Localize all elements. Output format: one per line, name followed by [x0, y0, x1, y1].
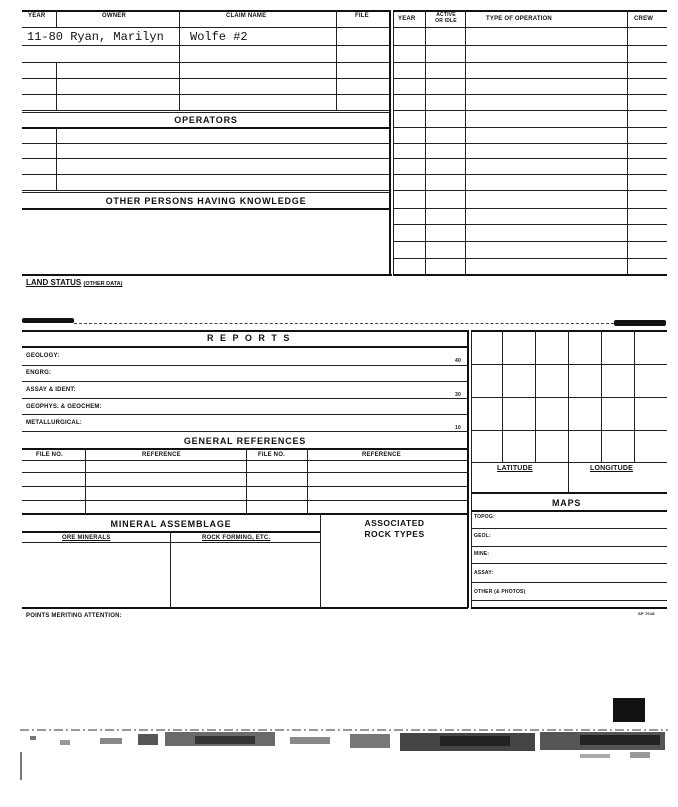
col-header-type-of-operation: TYPE OF OPERATION: [486, 16, 552, 22]
col-header-claim-name: CLAIM NAME: [226, 13, 267, 19]
ref-header-file-no-2: FILE NO.: [258, 452, 285, 458]
scan-noise-band: [20, 722, 668, 782]
latitude-label: LATITUDE: [497, 465, 533, 472]
col-header-crew: CREW: [634, 16, 654, 22]
general-references-heading: GENERAL REFERENCES: [183, 436, 307, 446]
smudge-right: [614, 320, 666, 326]
reports-heading: R E P O R T S: [207, 333, 292, 343]
col-header-owner: OWNER: [102, 13, 126, 19]
col-header-year: YEAR: [28, 13, 46, 19]
ore-minerals-heading: ORE MINERALS: [62, 535, 111, 541]
maps-topog: TOPOG:: [474, 514, 495, 520]
report-metallurgical-num: 10: [455, 425, 461, 431]
maps-geol: GEOL:: [474, 533, 491, 539]
report-metallurgical: METALLURGICAL:: [26, 420, 83, 426]
rock-forming-heading: ROCK FORMING, ETC.: [202, 535, 271, 541]
maps-heading: MAPS: [552, 498, 582, 508]
land-status-heading: LAND STATUS (OTHER DATA): [26, 278, 123, 287]
form-code: SP 7018: [638, 611, 655, 616]
points-meriting-attention: POINTS MERITING ATTENTION:: [26, 613, 122, 619]
report-geophys: GEOPHYS. & GEOCHEM:: [26, 404, 102, 410]
maps-mine: MINE:: [474, 551, 490, 557]
col-header-year-right: YEAR: [398, 16, 416, 22]
claim-name-entry: Wolfe #2: [190, 30, 248, 44]
report-geology: GEOLOGY:: [26, 353, 60, 359]
longitude-label: LONGITUDE: [590, 465, 634, 472]
report-engrg: ENGRG:: [26, 370, 52, 376]
report-assay: ASSAY & IDENT:: [26, 387, 76, 393]
mineral-assemblage-heading: MINERAL ASSEMBLAGE: [110, 519, 232, 529]
other-persons-heading: OTHER PERSONS HAVING KNOWLEDGE: [105, 196, 307, 206]
ref-header-reference-1: REFERENCE: [142, 452, 181, 458]
report-geology-num: 40: [455, 358, 461, 364]
ref-header-file-no-1: FILE NO.: [36, 452, 63, 458]
operators-heading: OPERATORS: [174, 115, 238, 125]
ref-header-reference-2: REFERENCE: [362, 452, 401, 458]
maps-other-photos: OTHER (& PHOTOS): [474, 589, 526, 595]
smudge-left: [22, 318, 74, 323]
scan-artifact-block: [613, 698, 645, 722]
maps-assay: ASSAY:: [474, 570, 494, 576]
report-assay-num: 30: [455, 392, 461, 398]
owner-entry: 11-80 Ryan, Marilyn: [27, 30, 164, 44]
col-header-file: FILE: [355, 13, 369, 19]
col-header-active-idle: ACTIVE OR IDLE: [435, 12, 457, 24]
associated-rock-types-heading: ASSOCIATED ROCK TYPES: [364, 518, 425, 539]
